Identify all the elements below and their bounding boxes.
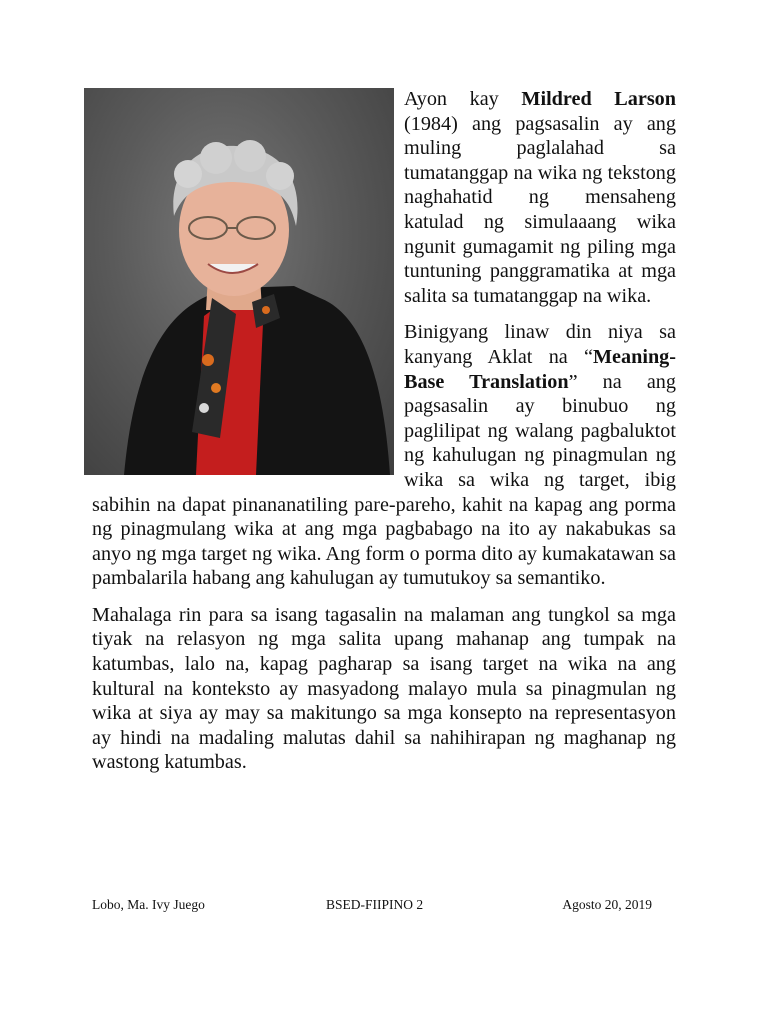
p2-prefix: Binigyang linaw din niya sa kanyang Aklat na “ — [404, 321, 676, 368]
portrait-photo — [84, 88, 394, 475]
intro-rest: (1984) ang pagsasalin ay ang muling paglalahad sa tumatanggap na wika ng tekstong naghahatid ng mensaheng katulad ng simulaaang wika ngunit gumagamit ng piling mga tuntuning panggramatika at mga salita sa tumatanggap na wika. — [404, 112, 676, 307]
article-body — [92, 88, 676, 787]
paragraph-3: Mahalaga rin para sa isang tagasalin na malaman ang tungkol sa mga tiyak na relasyon ng mga salita upang mahanap ang tumpak na katumbas, lalo na, kapag pagharap sa isang target na wika na ang kultural na konteksto ay masyadong malayo mula sa pinagmulan ng wika at siya ay may sa makitungo sa mga konsepto na representasyon ay hindi na madaling malutas dahil sa nahihirapan ng maghanap ng wastong katumbas. — [92, 603, 676, 774]
author-name: Mildred Larson — [521, 88, 677, 110]
footer-date: Agosto 20, 2019 — [562, 897, 652, 912]
footer-course: BSED-FIIPINO 2 — [326, 897, 424, 912]
portrait-illustration — [84, 88, 394, 475]
footer-author: Lobo, Ma. Ivy Juego — [92, 897, 205, 912]
intro-prefix: Ayon kay — [404, 88, 522, 110]
book-title: Meaning-Base Translation — [404, 345, 676, 393]
p2-rest: ” na ang pagsasalin ay binubuo ng paglilipat ng walang pagbaluktot ng kahulugan ng pinagmulan ng wika sa wika ng target, ibig sabihin na dapat pinananatiling pare-pareho, kahit na kapag ang porma ng pinagmulang wika at ang mga pagbabago na ito ay nakabukas sa anyo ng mga target ng wika. Ang form o porma dito ay kumakatawan sa pambalarila habang ang kahulugan ay tumutukoy sa semantiko. — [92, 370, 676, 590]
page-footer — [92, 896, 652, 914]
